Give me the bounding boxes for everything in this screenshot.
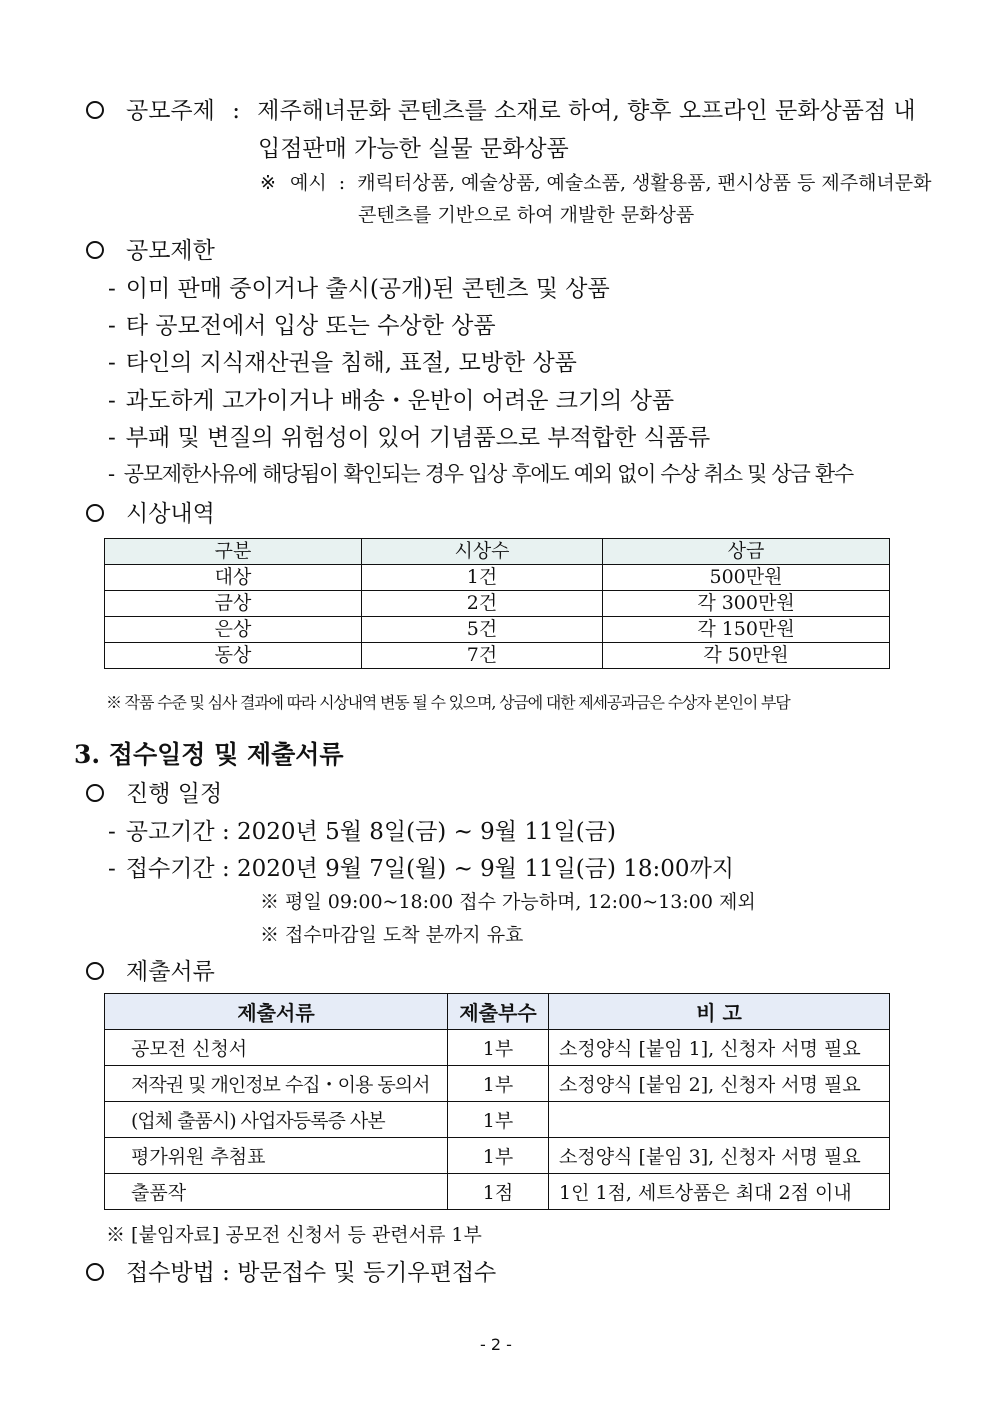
restriction-item: - 과도하게 고가이거나 배송・운반이 어려운 크기의 상품 bbox=[108, 388, 675, 414]
docs-note: ※ [붙임자료] 공모전 신청서 등 관련서류 1부 bbox=[106, 1224, 482, 1246]
awards-note: ※ 작품 수준 및 심사 결과에 따라 시상내역 변동 될 수 있으며, 상금에 대한 제세공과금은 수상자 본인이 부담 bbox=[106, 693, 790, 712]
table-cell: 평가위원 추첨표 bbox=[105, 1138, 448, 1174]
col-header: 상금 bbox=[603, 539, 890, 565]
schedule-note-2: ※ 접수마감일 도착 분까지 유효 bbox=[260, 924, 524, 946]
docs-heading-text: 제출서류 bbox=[126, 959, 215, 985]
table-cell: 대상 bbox=[105, 565, 362, 591]
col-header: 구분 bbox=[105, 539, 362, 565]
schedule-heading bbox=[86, 775, 222, 808]
table-cell: 5건 bbox=[362, 617, 603, 643]
table-cell: 각 300만원 bbox=[603, 591, 890, 617]
table-row bbox=[105, 565, 890, 591]
restriction-text: 과도하게 고가이거나 배송・운반이 어려운 크기의 상품 bbox=[125, 388, 675, 414]
table-cell: 각 50만원 bbox=[603, 643, 890, 669]
table-row bbox=[105, 591, 890, 617]
reference-mark: ※ bbox=[260, 172, 276, 194]
table-cell: 동상 bbox=[105, 643, 362, 669]
table-row bbox=[105, 1174, 890, 1210]
table-cell: 1점 bbox=[448, 1174, 549, 1210]
table-cell: 7건 bbox=[362, 643, 603, 669]
restriction-item: - 타 공모전에서 입상 또는 수상한 상품 bbox=[108, 313, 496, 339]
table-cell: 1부 bbox=[448, 1138, 549, 1174]
circle-bullet-icon bbox=[86, 241, 104, 259]
table-cell: 소정양식 [붙임 2], 신청자 서명 필요 bbox=[549, 1066, 890, 1102]
table-row bbox=[105, 1102, 890, 1138]
restrictions-heading-text: 공모제한 bbox=[126, 238, 215, 264]
table-cell: 1부 bbox=[448, 1066, 549, 1102]
example-sep: : bbox=[338, 172, 346, 194]
restriction-text: 공모제한사유에 해당됨이 확인되는 경우 입상 후에도 예외 없이 수상 취소 및 상금 환수 bbox=[123, 462, 853, 486]
table-cell: 2건 bbox=[362, 591, 603, 617]
table-cell: 각 150만원 bbox=[603, 617, 890, 643]
theme-example-1 bbox=[260, 168, 932, 195]
restriction-text: 부패 및 변질의 위험성이 있어 기념품으로 부적합한 식품류 bbox=[125, 425, 711, 451]
table-cell: 저작권 및 개인정보 수집・이용 동의서 bbox=[105, 1066, 448, 1102]
circle-bullet-icon bbox=[86, 1263, 104, 1281]
circle-bullet-icon bbox=[86, 504, 104, 522]
table-cell: 소정양식 [붙임 1], 신청자 서명 필요 bbox=[549, 1030, 890, 1066]
col-header: 시상수 bbox=[362, 539, 603, 565]
table-row bbox=[105, 643, 890, 669]
table-cell: 출품작 bbox=[105, 1174, 448, 1210]
circle-bullet-icon bbox=[86, 962, 104, 980]
docs-heading bbox=[86, 953, 215, 986]
theme-sep: : bbox=[232, 98, 240, 124]
awards-heading bbox=[86, 495, 215, 528]
announce-period: - 공고기간 : 2020년 5월 8일(금) ~ 9월 11일(금) bbox=[108, 819, 616, 845]
awards-heading-text: 시상내역 bbox=[126, 501, 215, 527]
circle-bullet-icon bbox=[86, 101, 104, 119]
circle-bullet-icon bbox=[86, 784, 104, 802]
receive-text: 접수기간 : 2020년 9월 7일(월) ~ 9월 11일(금) 18:00까지 bbox=[125, 856, 734, 882]
theme-line-1 bbox=[86, 92, 916, 125]
submission-method-text: 접수방법 : 방문접수 및 등기우편접수 bbox=[126, 1260, 497, 1286]
table-header-row bbox=[105, 994, 890, 1030]
table-cell bbox=[549, 1102, 890, 1138]
table-row bbox=[105, 617, 890, 643]
restriction-item: - 공모제한사유에 해당됨이 확인되는 경우 입상 후에도 예외 없이 수상 취소 및 상금 환수 bbox=[108, 462, 853, 486]
restriction-item: - 타인의 지식재산권을 침해, 표절, 모방한 상품 bbox=[108, 350, 577, 376]
table-header-row bbox=[105, 539, 890, 565]
table-cell: 1건 bbox=[362, 565, 603, 591]
theme-example-2: 콘텐츠를 기반으로 하여 개발한 문화상품 bbox=[358, 204, 695, 226]
theme-line-2: 입점판매 가능한 실물 문화상품 bbox=[258, 136, 569, 162]
col-header: 제출서류 bbox=[105, 994, 448, 1030]
table-cell: 1부 bbox=[448, 1102, 549, 1138]
restriction-text: 이미 판매 중이거나 출시(공개)된 콘텐츠 및 상품 bbox=[125, 276, 610, 302]
receive-period: - 접수기간 : 2020년 9월 7일(월) ~ 9월 11일(금) 18:00까지 bbox=[108, 856, 734, 882]
theme-label: 공모주제 bbox=[126, 98, 215, 124]
restriction-item: - 부패 및 변질의 위험성이 있어 기념품으로 부적합한 식품류 bbox=[108, 425, 711, 451]
table-row bbox=[105, 1138, 890, 1174]
table-cell: 금상 bbox=[105, 591, 362, 617]
restriction-text: 타인의 지식재산권을 침해, 표절, 모방한 상품 bbox=[125, 350, 577, 376]
schedule-heading-text: 진행 일정 bbox=[126, 781, 223, 807]
example-text: 캐릭터상품, 예술상품, 예술소품, 생활용품, 팬시상품 등 제주해녀문화 bbox=[357, 172, 932, 194]
restrictions-heading bbox=[86, 232, 215, 265]
table-row bbox=[105, 1030, 890, 1066]
table-row bbox=[105, 1066, 890, 1102]
awards-table bbox=[104, 538, 890, 669]
restriction-item: - 이미 판매 중이거나 출시(공개)된 콘텐츠 및 상품 bbox=[108, 276, 610, 302]
table-cell: (업체 출품시) 사업자등록증 사본 bbox=[105, 1102, 448, 1138]
section-title: 3. 접수일정 및 제출서류 bbox=[74, 740, 344, 769]
col-header: 제출부수 bbox=[448, 994, 549, 1030]
theme-text: 제주해녀문화 콘텐츠를 소재로 하여, 향후 오프라인 문화상품점 내 bbox=[257, 98, 916, 124]
restriction-text: 타 공모전에서 입상 또는 수상한 상품 bbox=[125, 313, 496, 339]
table-cell: 1인 1점, 세트상품은 최대 2점 이내 bbox=[549, 1174, 890, 1210]
documents-table bbox=[104, 993, 890, 1210]
announce-text: 공고기간 : 2020년 5월 8일(금) ~ 9월 11일(금) bbox=[125, 819, 616, 845]
schedule-note-1: ※ 평일 09:00~18:00 접수 가능하며, 12:00~13:00 제외 bbox=[260, 891, 756, 913]
submission-method bbox=[86, 1254, 496, 1287]
table-cell: 은상 bbox=[105, 617, 362, 643]
table-cell: 공모전 신청서 bbox=[105, 1030, 448, 1066]
table-cell: 500만원 bbox=[603, 565, 890, 591]
col-header: 비 고 bbox=[549, 994, 890, 1030]
table-cell: 1부 bbox=[448, 1030, 549, 1066]
example-label: 예시 bbox=[289, 172, 327, 194]
table-cell: 소정양식 [붙임 3], 신청자 서명 필요 bbox=[549, 1138, 890, 1174]
page-number: - 2 - bbox=[480, 1335, 512, 1354]
